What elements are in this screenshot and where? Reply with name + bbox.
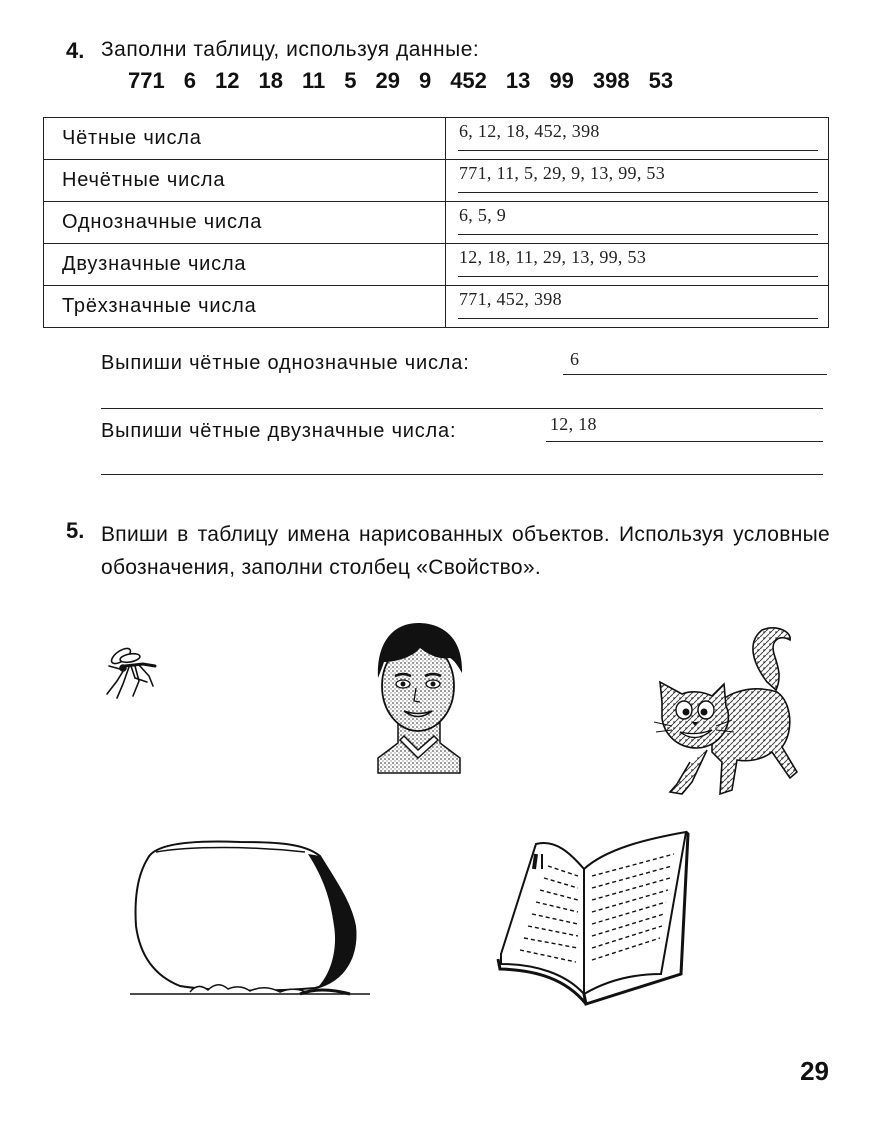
data-number: 13 — [505, 68, 531, 93]
data-number: 452 — [450, 68, 487, 93]
handwritten-answer: 12, 18, 11, 29, 13, 99, 53 — [459, 247, 647, 267]
data-number: 11 — [301, 68, 326, 93]
table-row — [44, 244, 829, 286]
q1-answer[interactable]: 6 — [570, 349, 580, 369]
q1-extra-line — [101, 408, 823, 409]
data-number: 5 — [344, 68, 357, 93]
boy-face-icon — [368, 618, 468, 778]
task5-number: 5. — [66, 518, 85, 543]
handwritten-answer: 6, 12, 18, 452, 398 — [459, 121, 600, 141]
table-row — [44, 202, 829, 244]
data-number: 18 — [258, 68, 283, 93]
data-number: 9 — [418, 68, 432, 93]
task4-number: 4. — [66, 38, 85, 63]
data-number: 29 — [375, 68, 400, 93]
number-classification-table — [43, 117, 829, 328]
q1-prompt: Выпиши чётные однозначные числа: — [101, 352, 470, 374]
answer-cell[interactable] — [446, 286, 829, 328]
row-label: Нечётные числа — [44, 160, 446, 202]
q2-answer[interactable]: 12, 18 — [550, 414, 597, 434]
row-label: Чётные числа — [44, 118, 446, 160]
handwritten-answer: 771, 11, 5, 29, 9, 13, 99, 53 — [459, 163, 666, 183]
answer-cell[interactable] — [446, 244, 829, 286]
stone-icon — [130, 836, 375, 1001]
table-row — [44, 118, 829, 160]
handwritten-answer: 6, 5, 9 — [459, 205, 507, 225]
data-number: 99 — [549, 68, 574, 93]
q2-extra-line — [101, 474, 823, 475]
row-label: Двузначные числа — [44, 244, 446, 286]
row-label: Однозначные числа — [44, 202, 446, 244]
task5-instruction: Впиши в таблицу имена нарисованных объектов. Используя условные обозначения, заполни столбец «Свойство». — [101, 523, 830, 579]
data-number: 53 — [648, 68, 674, 93]
mosquito-icon — [95, 636, 165, 706]
data-number: 398 — [592, 68, 630, 93]
answer-cell[interactable] — [446, 118, 829, 160]
page-number: 29 — [800, 1056, 829, 1086]
answer-cell[interactable] — [446, 160, 829, 202]
q2-answer-line — [546, 441, 823, 442]
q1-answer-line — [563, 374, 827, 375]
table-row — [44, 286, 829, 328]
open-book-icon — [496, 824, 696, 1009]
data-numbers — [128, 68, 748, 94]
data-number: 12 — [214, 68, 240, 93]
data-number: 771 — [128, 68, 165, 93]
answer-cell[interactable] — [446, 202, 829, 244]
row-label: Трёхзначные числа — [44, 286, 446, 328]
handwritten-answer: 771, 452, 398 — [459, 289, 562, 309]
table-row — [44, 160, 829, 202]
data-number: 6 — [183, 68, 196, 93]
cat-icon — [652, 622, 802, 812]
q2-prompt: Выпиши чётные двузначные числа: — [101, 420, 457, 442]
task4-instruction: Заполни таблицу, используя данные: — [101, 38, 480, 61]
